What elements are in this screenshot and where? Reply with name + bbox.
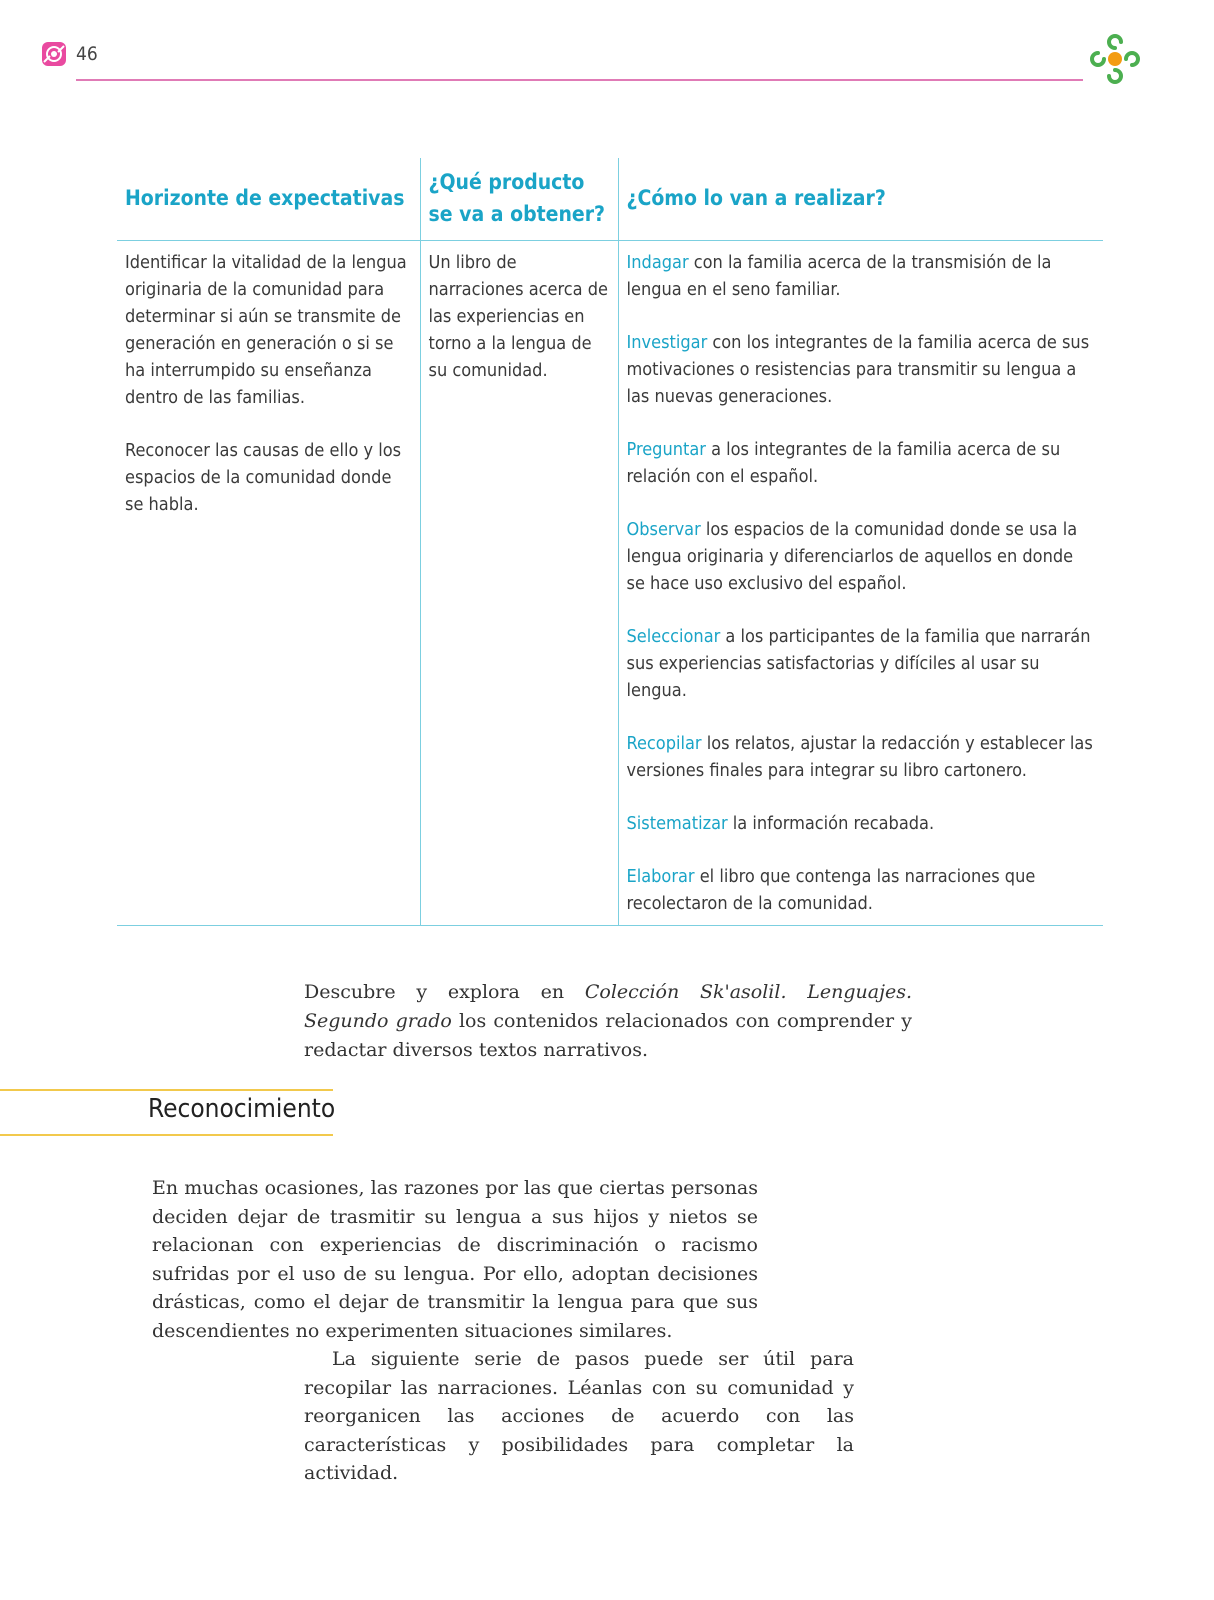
step-verb: Sistematizar: [626, 813, 728, 834]
step-item: [627, 623, 1096, 704]
step-text: los espacios de la comunidad donde se usa la lengua originaria y diferenciarlos de aquellos en donde se hace uso exclusivo del español.: [626, 519, 1078, 594]
decorative-glyph-icon: [40, 40, 68, 68]
step-text: el libro que contenga las narraciones que recolectaron de la comunidad.: [626, 866, 1036, 914]
step-item: [627, 810, 1096, 837]
step-item: [627, 436, 1096, 490]
page-number: 46: [76, 43, 98, 65]
header-realizar: ¿Cómo lo van a realizar?: [618, 158, 1103, 241]
step-text: con la familia acerca de la transmisión de la lengua en el seno familiar.: [626, 252, 1052, 300]
step-verb: Indagar: [626, 252, 689, 273]
coleccion-post: los contenidos relacionados con comprender y redactar diversos textos narrativos.: [304, 1010, 912, 1061]
step-verb: Elaborar: [626, 866, 695, 887]
header-producto: ¿Qué producto se va a obtener?: [420, 158, 618, 241]
coleccion-note: [304, 978, 912, 1065]
step-item: [627, 730, 1096, 784]
cell-producto: [420, 241, 618, 926]
producto-text: Un libro de narraciones acerca de las experiencias en torno a la lengua de su comunidad.: [428, 252, 608, 381]
section-rule-top: [0, 1089, 333, 1091]
header-divider: [76, 79, 1083, 81]
cell-expectativas: [117, 241, 420, 926]
step-text: a los participantes de la familia que narrarán sus experiencias satisfactorias y difíciles al usar su lengua.: [626, 626, 1091, 701]
step-text: la información recabada.: [727, 813, 935, 834]
table-row: [117, 241, 1103, 926]
step-text: los relatos, ajustar la redacción y establecer las versiones finales para integrar su libro cartonero.: [626, 733, 1093, 781]
activity-table: [117, 158, 1103, 926]
step-item: [627, 863, 1096, 917]
step-verb: Preguntar: [626, 439, 706, 460]
step-text: a los integrantes de la familia acerca de su relación con el español.: [626, 439, 1061, 487]
body-paragraph: La siguiente serie de pasos puede ser útil para recopilar las narraciones. Léanlas con su comunidad y reorganicen las acciones de acuerdo con las características y posibilidades para completar la actividad.: [304, 1348, 854, 1484]
step-verb: Seleccionar: [626, 626, 721, 647]
step-verb: Recopilar: [626, 733, 702, 754]
page-header: [0, 0, 1214, 100]
step-verb: Investigar: [626, 332, 708, 353]
coleccion-pre: Descubre y explora en: [304, 981, 585, 1003]
header-expectativas: Horizonte de expectativas: [117, 158, 420, 241]
step-item: [627, 329, 1096, 410]
flower-logo-icon: [1090, 34, 1140, 84]
cell-realizar: [618, 241, 1103, 926]
step-item: [627, 249, 1096, 303]
section-rule-bottom: [0, 1134, 333, 1136]
expectativa-text: Reconocer las causas de ello y los espacios de la comunidad donde se habla.: [125, 440, 402, 515]
step-text: con los integrantes de la familia acerca de sus motivaciones o resistencias para transmitir su lengua a las nuevas generaciones.: [626, 332, 1090, 407]
step-item: [627, 516, 1096, 597]
step-verb: Observar: [626, 519, 701, 540]
body-paragraph: En muchas ocasiones, las razones por las que ciertas personas deciden dejar de trasmitir su lengua a sus hijos y nietos se relacionan con experiencias de discriminación o racismo sufridas por el uso de su lengua. Por ello, adoptan decisiones drásticas, como el dejar de transmitir la lengua para que sus descendientes no experimenten situaciones similares.: [152, 1177, 758, 1342]
coleccion-title: Colección Sk'asolil. Lenguajes. Segundo grado: [304, 981, 912, 1032]
section-title: Reconocimiento: [148, 1094, 336, 1124]
expectativa-text: Identificar la vitalidad de la lengua originaria de la comunidad para determinar si aún se transmite de generación en generación o si se ha interrumpido su enseñanza dentro de las familias.: [125, 252, 407, 408]
